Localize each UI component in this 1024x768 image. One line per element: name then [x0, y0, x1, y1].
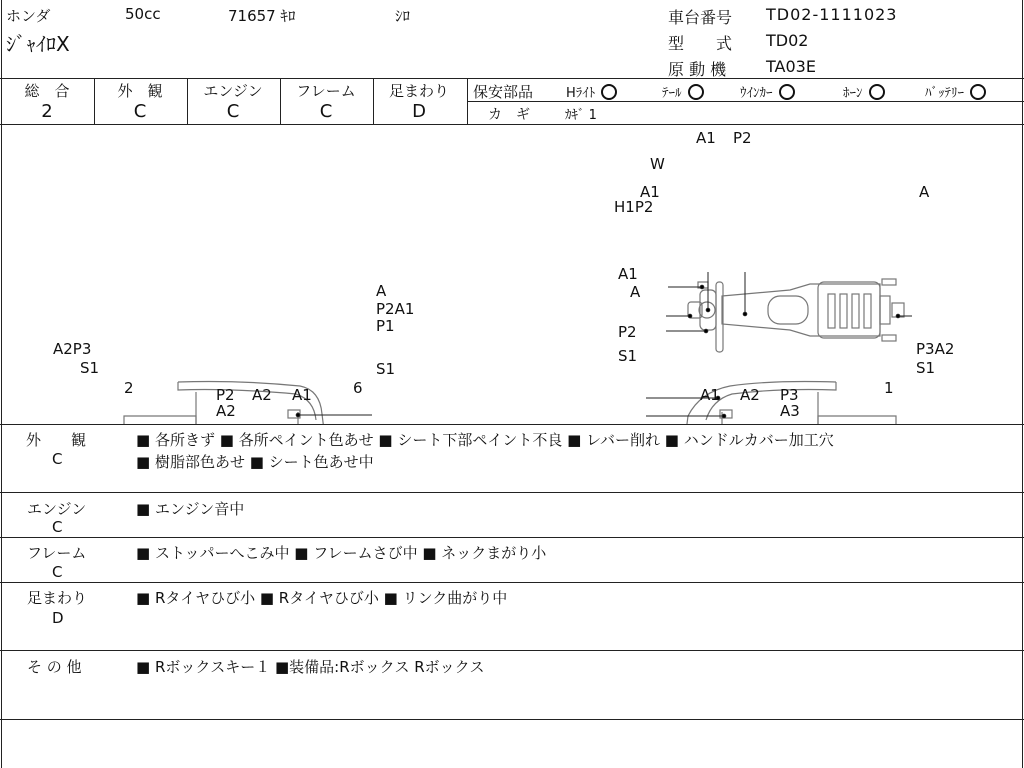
left-view-drawing: [124, 382, 350, 425]
safety-winker-label: ｳｲﾝｶｰ: [740, 86, 773, 101]
engine-cc: 50cc: [125, 5, 161, 23]
damage-label: A2P3: [53, 340, 92, 358]
ok-circle-icon: [779, 84, 795, 100]
frame-grade: C: [319, 101, 333, 122]
damage-label: A: [919, 183, 930, 201]
notes-exterior-label: 外 観: [26, 431, 87, 449]
frame-no-label: 車台番号: [668, 8, 733, 27]
damage-label: S1: [376, 360, 396, 378]
notes-frame-grade: C: [52, 563, 63, 581]
safety-horn: [843, 82, 885, 101]
damage-label: P2A1: [376, 300, 415, 318]
damage-label: 1: [884, 379, 894, 397]
maker-name: ホンダ: [6, 7, 51, 25]
frame-grade-label: フレーム: [296, 82, 356, 100]
safety-headlight-label: Hﾗｲﾄ: [566, 86, 596, 101]
damage-label: 6: [353, 379, 363, 397]
damage-label: A2: [252, 386, 272, 404]
damage-label: P2: [216, 386, 235, 404]
notes-frame-line1: ■ ストッパーへこみ中 ■ フレームさび中 ■ ネックまがり小: [136, 544, 547, 562]
damage-label: P2: [618, 323, 637, 341]
type-label: 型 式: [668, 34, 733, 53]
damage-label: W: [650, 155, 665, 173]
scooter-diagram: [0, 124, 1024, 424]
ok-circle-icon: [601, 84, 617, 100]
damage-label: A1: [618, 265, 638, 283]
overall-label: 総 合: [24, 82, 70, 100]
damage-label: A: [376, 282, 387, 300]
suspension-grade: D: [412, 101, 426, 122]
model-name: ｼﾞｬｲﾛX: [6, 32, 70, 56]
damage-label: A: [630, 283, 641, 301]
safety-horn-label: ﾎｰﾝ: [843, 86, 863, 101]
ok-circle-icon: [869, 84, 885, 100]
notes-suspension-grade: D: [52, 609, 64, 627]
safety-headlight: [566, 82, 617, 101]
notes-engine-label: エンジン: [27, 500, 87, 518]
damage-label: A2: [740, 386, 760, 404]
engine-grade: C: [226, 101, 240, 122]
safety-tail: [662, 82, 704, 101]
top-view-drawing: [688, 279, 904, 352]
engine-value: TA03E: [766, 57, 816, 76]
notes-suspension-label: 足まわり: [27, 589, 88, 607]
damage-label: A1: [292, 386, 312, 404]
engine-label: 原 動 機: [668, 60, 727, 79]
exterior-grade-label: 外 観: [117, 82, 163, 100]
right-view-drawing: [660, 382, 896, 425]
exterior-grade: C: [133, 101, 147, 122]
damage-label: P2: [733, 129, 752, 147]
notes-engine-line1: ■ エンジン音中: [136, 500, 245, 518]
damage-label: P3: [780, 386, 799, 404]
damage-label: S1: [618, 347, 638, 365]
color: ｼﾛ: [395, 7, 411, 25]
notes-suspension-line1: ■ Rタイヤひび小 ■ Rタイヤひび小 ■ リンク曲がり中: [136, 589, 508, 607]
safety-tail-label: ﾃｰﾙ: [662, 86, 682, 101]
notes-other-label: そ の 他: [27, 658, 82, 676]
key-value: ｶｷﾞ 1: [565, 108, 597, 123]
notes-frame-label: フレーム: [27, 544, 87, 562]
mileage: 71657 ｷﾛ: [228, 7, 296, 25]
notes-exterior-grade: C: [52, 450, 63, 468]
damage-label: P3A2: [916, 340, 955, 358]
engine-grade-label: エンジン: [203, 82, 263, 100]
damage-label: S1: [80, 359, 100, 377]
damage-label: 2: [124, 379, 134, 397]
type-value: TD02: [766, 31, 809, 50]
ok-circle-icon: [688, 84, 704, 100]
safety-battery: [925, 82, 986, 101]
frame-no: TD02-1111023: [766, 5, 898, 24]
damage-label: A1: [700, 386, 720, 404]
notes-engine-grade: C: [52, 518, 63, 536]
damage-label: A1: [640, 183, 660, 201]
notes-exterior-line2: ■ 樹脂部色あせ ■ シート色あせ中: [136, 453, 374, 471]
notes-other-line1: ■ Rボックスキー１ ■装備品:Rボックス Rボックス: [136, 658, 485, 676]
damage-label: A3: [780, 402, 800, 420]
safety-battery-label: ﾊﾞｯﾃﾘｰ: [925, 86, 964, 101]
damage-label: A1: [696, 129, 716, 147]
damage-label: A2: [216, 402, 236, 420]
damage-label: P1: [376, 317, 395, 335]
overall-grade: 2: [41, 101, 53, 122]
damage-label: S1: [916, 359, 936, 377]
suspension-grade-label: 足まわり: [388, 82, 449, 100]
damage-label: H1P2: [614, 198, 654, 216]
ok-circle-icon: [970, 84, 986, 100]
notes-exterior-line1: ■ 各所きず ■ 各所ペイント色あせ ■ シート下部ペイント不良 ■ レバー削れ ■ ハンドルカバー加工穴: [136, 431, 834, 449]
safety-winker: [740, 82, 795, 101]
safety-label: 保安部品: [473, 83, 534, 101]
key-label: カ ギ: [488, 107, 530, 123]
